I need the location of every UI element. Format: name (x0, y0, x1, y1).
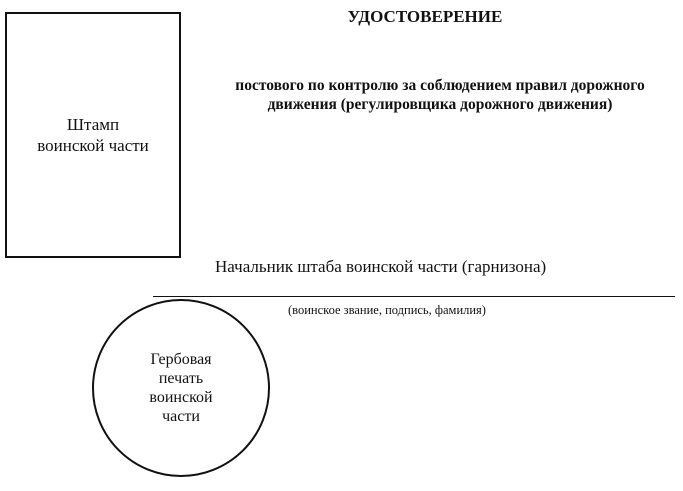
signature-caption: (воинское звание, подпись, фамилия) (288, 303, 486, 317)
subtitle-text: постового по контролю за соблюдением правил дорожного движения (регулировщика дорожного движения) (235, 77, 645, 113)
seal-label: Гербовая печать воинской части (149, 351, 213, 425)
document-title: УДОСТОВЕРЕНИЕ (347, 7, 503, 26)
stamp-label: Штамп воинской части (37, 115, 149, 155)
document-subtitle (225, 76, 655, 114)
seal-placeholder (92, 299, 270, 477)
stamp-placeholder (5, 12, 181, 258)
signature-line (153, 296, 675, 297)
signatory-position: Начальник штаба воинской части (гарнизона) (215, 257, 547, 276)
